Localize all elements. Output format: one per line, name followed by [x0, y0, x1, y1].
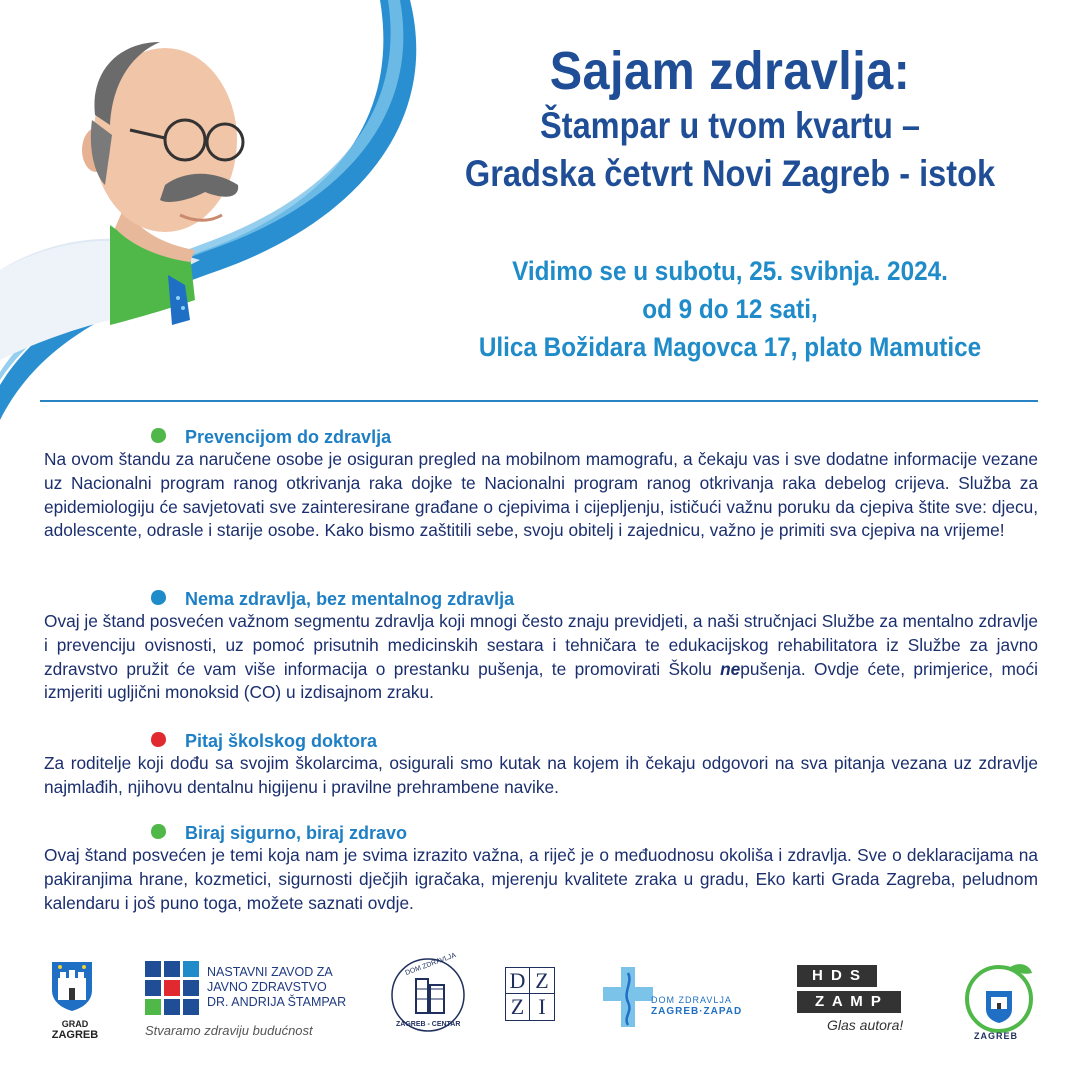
- event-location: Ulica Božidara Magovca 17, plato Mamutice: [478, 332, 982, 362]
- section-heading-text: Nema zdravlja, bez mentalnog zdravlja: [185, 589, 515, 609]
- healthy-city-zagreb-logo: ZAGREB: [958, 961, 1040, 1041]
- section-body: Na ovom štandu za naručene osobe je osiguran pregled na mobilnom mamografu, a čekaju vas i sve dodatne informacije vezane uz Nacionalni program ranog otkrivanja raka dojke te Nacionalni program ranog otkrivanja raka debelog crijeva. Služba za epidemiologiju će savjetovati sve zainteresirane građane o cjepivima i cijepljenju, ističući važnu poruku da cjepiva štite sve: djecu, adolescente, odrasle i starije osobe. Kako bismo zaštitili sebe, svoju obitelj i zajednicu, važno je primiti sva cjepiva na vrijeme!: [44, 449, 1038, 541]
- event-details: [451, 252, 1009, 366]
- partner-logos: GRAD ZAGREB NASTAVNI ZAVOD ZA JAVNO ZDRAVSTVO DR. ANDRIJA ŠTAMPAR Stvaramo zdraviju budućnost DOM ZDRAVLJA ZAGREB - CENTAR D Z Z I DOM ZDRAVLJA ZAGREB·ZAPAD H D S Z A M P Glas autora! ZAGREB: [0, 955, 1080, 1055]
- nzjz-grid-icon: [145, 961, 200, 1016]
- event-time: od 9 do 12 sati,: [642, 294, 818, 324]
- section-heading-text: Pitaj školskog doktora: [185, 731, 378, 751]
- section-body: Ovaj štand posvećen je temi koja nam je svima izrazito važna, a riječ je o međuodnosu okoliša i zdravlja. Sve o deklaracijama na pakiranjima hrane, kozmetici, sigurnosti dječjih igračaka, mjerenju kvalitete zraka u gradu, Eko karti Grada Zagreba, peludnom kalendaru i još puno toga, možete saznati ovdje.: [44, 845, 1038, 913]
- leaf-bullet-icon: [151, 824, 166, 839]
- section-heading-text: Prevencijom do zdravlja: [185, 427, 392, 447]
- leaf-bullet-icon: [151, 428, 166, 443]
- healthy-city-apple-icon: [958, 961, 1040, 1033]
- title-block: [400, 40, 1060, 198]
- subtitle-line-2: Gradska četvrt Novi Zagreb - istok: [464, 153, 996, 194]
- section-body: Za roditelje koji dođu sa svojim školarcima, osigurali smo kutak na kojem ih čekaju odgovori na sva pitanja vezana uz zdravlje najmlađih, njihovu dentalnu higijenu i pravilne prehrambene navike.: [44, 753, 1038, 797]
- section-heading-text: Biraj sigurno, biraj zdravo: [185, 823, 408, 843]
- zagreb-coat-of-arms-icon: [50, 960, 94, 1012]
- section-mental-health: [44, 588, 1038, 705]
- leaf-bullet-icon: [151, 590, 166, 605]
- grad-zagreb-logo: GRAD ZAGREB: [50, 960, 100, 1041]
- section-heading: [44, 588, 1038, 610]
- dz-zapad-cross-icon: [603, 967, 653, 1027]
- event-date: Vidimo se u subotu, 25. svibnja. 2024.: [512, 256, 948, 286]
- section-heading: [44, 822, 1038, 844]
- hds-zamp-logo: H D S Z A M P Glas autora!: [797, 965, 907, 1035]
- subtitle-line-1: Štampar u tvom kvartu –: [540, 105, 920, 146]
- section-school-doctor: [44, 730, 1038, 800]
- section-heading: [44, 426, 1038, 448]
- divider: [40, 400, 1038, 402]
- dz-zagreb-centar-logo: DOM ZDRAVLJA ZAGREB - CENTAR: [388, 955, 468, 1035]
- page-title: Sajam zdravlja:: [549, 41, 911, 101]
- section-environment: [44, 822, 1038, 915]
- dz-zagreb-zapad-logo: DOM ZDRAVLJA ZAGREB·ZAPAD: [603, 967, 763, 1027]
- emphasis-ne: ne: [720, 658, 741, 679]
- section-body: Ovaj je štand posvećen važnom segmentu zdravlja koji mnogi često znaju previdjeti, a naši stručnjaci Službe za mentalno zdravlje i prevenciju ovisnosti, uz pomoć prisutnih medicinskih sestara i tehničara te edukacijskog rehabilitatora iz Službe za javno zdravstvo pružit će vam više informacija o prestanku pušenja, te promovirati Školu nepušenja. Ovdje ćete, primjerice, moći izmjeriti ugljični monoksid (CO) u izdisajnom zraku.: [44, 611, 1038, 703]
- section-prevention: [44, 426, 1038, 543]
- dzzi-logo: D Z Z I: [505, 967, 555, 1022]
- section-heading: [44, 730, 1038, 752]
- leaf-bullet-icon: [151, 732, 166, 747]
